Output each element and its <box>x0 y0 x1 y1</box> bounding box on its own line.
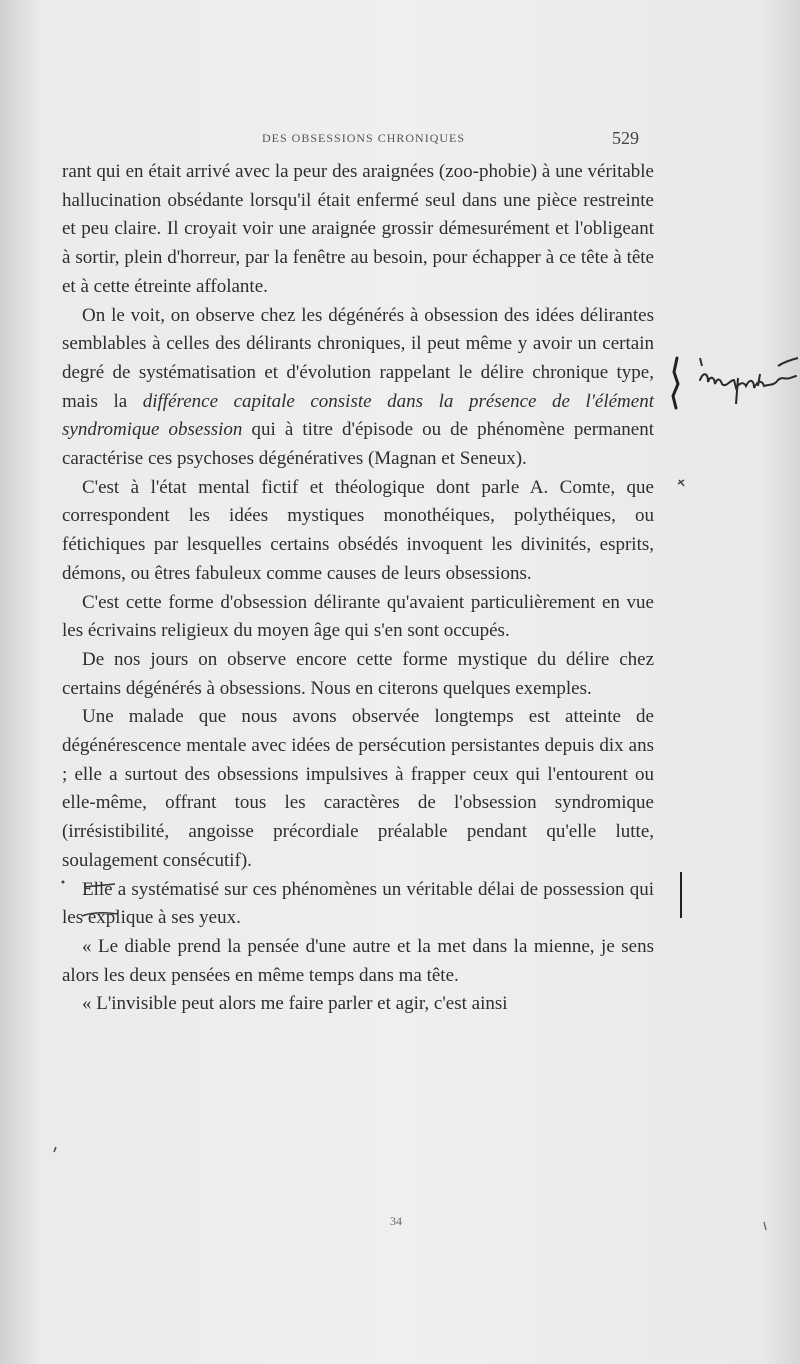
margin-tick <box>700 358 702 366</box>
underline-mark <box>84 884 115 887</box>
paragraph-text: Elle a systématisé sur ces phénomènes un véritable délai de possession qui les explique à ses yeux. <box>62 878 654 929</box>
paragraph-text: « Le diable prend la pensée d'une autre et la met dans la mienne, je sens alors les deux pensées en même temps dans ma tête. <box>62 935 654 986</box>
paragraph-text: C'est cette forme d'obsession délirante qu'avaient particulièrement en vue les écrivains religieux du moyen âge qui s'en sont occupés. <box>62 591 654 642</box>
signature-folio: 34 <box>390 1214 402 1228</box>
paragraph-text: rant qui en était arrivé avec la peur des araignées (zoo-phobie) à une véritable hallucination obsédante lorsqu'il était enfermé seul dans une pièce restreinte et peu claire. Il croyait voir une araignée grossir démesurément et l'obligeant à sortir, plein d'horreur, par la fenêtre au besoin, pour échapper à ce tête à tête et à cette étreinte affolante. <box>62 161 654 297</box>
paragraph-text: « L'invisible peut alors me faire parler et agir, c'est ainsi <box>82 993 508 1015</box>
paragraph-text: Une malade que nous avons observée longtemps est atteinte de dégénérescence mentale avec idées de persécution persistantes depuis dix ans ; elle a surtout des obsessions impulsives à frapper ceux qui l'entourent ou elle-même, offrant tous les caractères de l'obsession syndromique (irrésistibilité, angoisse précordiale préalable pendant qu'elle lutte, soulagement consécutif). <box>62 706 654 871</box>
margin-mark <box>54 1147 56 1152</box>
handwriting-stroke <box>778 358 798 366</box>
paragraph-text: On le voit, on observe chez les dégénérés à obsession des idées délirantes semblables à celles des délirants chroniques, il peut même y avoir un certain degré de systématisation et d'évolution rappelant le délire chronique type, mais la <box>62 304 654 412</box>
paragraph-text: qui à titre d'épisode ou de phénomène permanent caractérise ces psychoses dégénératives (Magnan et Seneux). <box>62 419 654 470</box>
margin-cross <box>678 480 684 486</box>
margin-dot <box>62 881 65 884</box>
handwriting-stroke <box>758 374 760 386</box>
handwriting-stroke <box>700 374 796 388</box>
paragraph-text: De nos jours on observe encore cette forme mystique du délire chez certains dégénérés à obsessions. Nous en citerons quelques exemples. <box>62 648 654 699</box>
margin-mark <box>764 1222 766 1230</box>
emphasis-text: différence capitale consiste dans la présence de l'élément syndromique obsession <box>62 390 654 441</box>
handwriting-stroke <box>736 378 738 404</box>
page-number: 529 <box>612 128 639 148</box>
margin-bracket <box>673 358 678 408</box>
running-head: DES OBSESSIONS CHRONIQUES <box>262 131 466 145</box>
underline-mark <box>82 913 118 916</box>
paragraph-text: C'est à l'état mental fictif et théologique dont parle A. Comte, que correspondent les idées mystiques monothéiques, polythéiques, ou fétichiques par lesquelles certains obsédés invoquent les divinités, esprits, démons, ou êtres fabuleux comme causes de leurs obsessions. <box>62 476 654 584</box>
